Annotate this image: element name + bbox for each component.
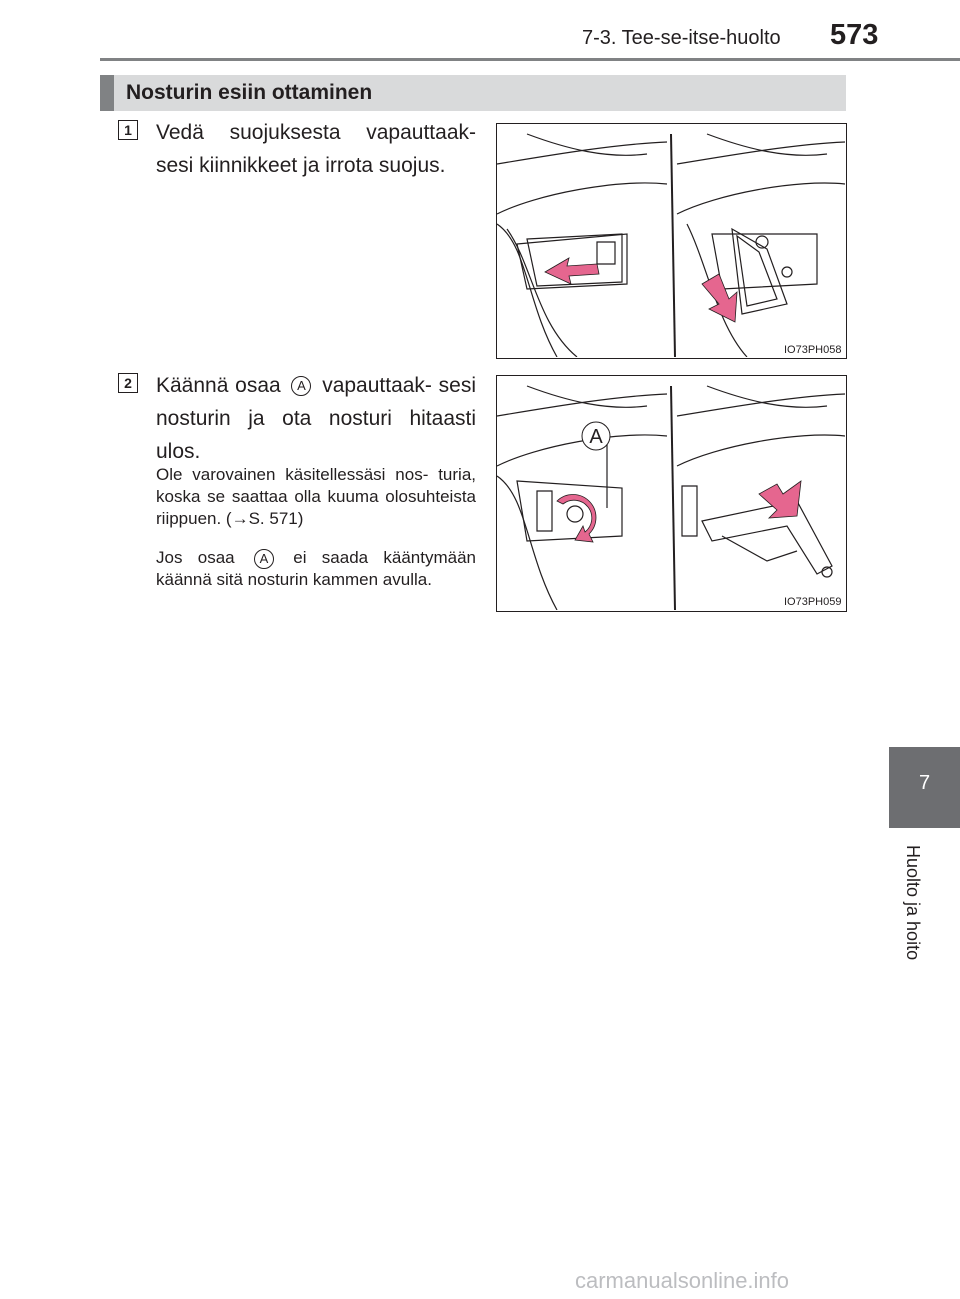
step-1-text: Vedä suojuksesta vapauttaak- sesi kiinnikkeet ja irrota suojus.: [156, 121, 476, 177]
pull-arrow-icon: [545, 258, 599, 284]
step-2-text: [156, 369, 476, 468]
step-number-1: 1: [118, 120, 138, 140]
figure-remove-cover: [496, 123, 847, 359]
remove-cover-illustration: [497, 124, 845, 357]
chapter-label: Huolto ja hoito: [903, 845, 923, 961]
header-rule: [100, 58, 960, 61]
rotate-arrow-icon: [557, 495, 596, 542]
page-number: 573: [830, 19, 879, 51]
step-2-text-before: Käännä osaa: [156, 374, 281, 397]
section-accent: [100, 75, 114, 111]
take-out-arrow-icon: [759, 481, 801, 518]
step-2-note-2: [156, 547, 476, 591]
part-a-label: A: [291, 376, 311, 396]
remove-arrow-icon: [702, 274, 737, 322]
figure-code-2: IO73PH059: [784, 596, 842, 608]
chapter-number: 7: [918, 772, 931, 794]
part-a-label-note: A: [254, 549, 274, 569]
take-out-jack-illustration: [497, 376, 845, 610]
figure-take-out-jack: [496, 375, 847, 612]
section-title: Nosturin esiin ottaminen: [126, 81, 373, 104]
figure-label-a: A: [589, 426, 603, 448]
step-2-note-1: Ole varovainen käsitellessäsi nos- turia, koska se saattaa olla kuuma olosuhteista riippuen. (→S. 571): [156, 465, 476, 528]
step-2-text-after: vapauttaak- sesi nosturin ja ota nosturi hitaasti ulos.: [156, 374, 477, 463]
figure-code-1: IO73PH058: [784, 344, 842, 356]
step-number-2: 2: [118, 373, 138, 393]
note-2-after: ei saada kääntymään käännä sitä nosturin kammen avulla.: [156, 548, 477, 589]
section-heading: [100, 75, 846, 111]
running-header: 7-3. Tee-se-itse-huolto: [582, 27, 781, 49]
watermark: carmanualsonline.info: [575, 1268, 790, 1293]
note-2-before: Jos osaa: [156, 548, 235, 567]
